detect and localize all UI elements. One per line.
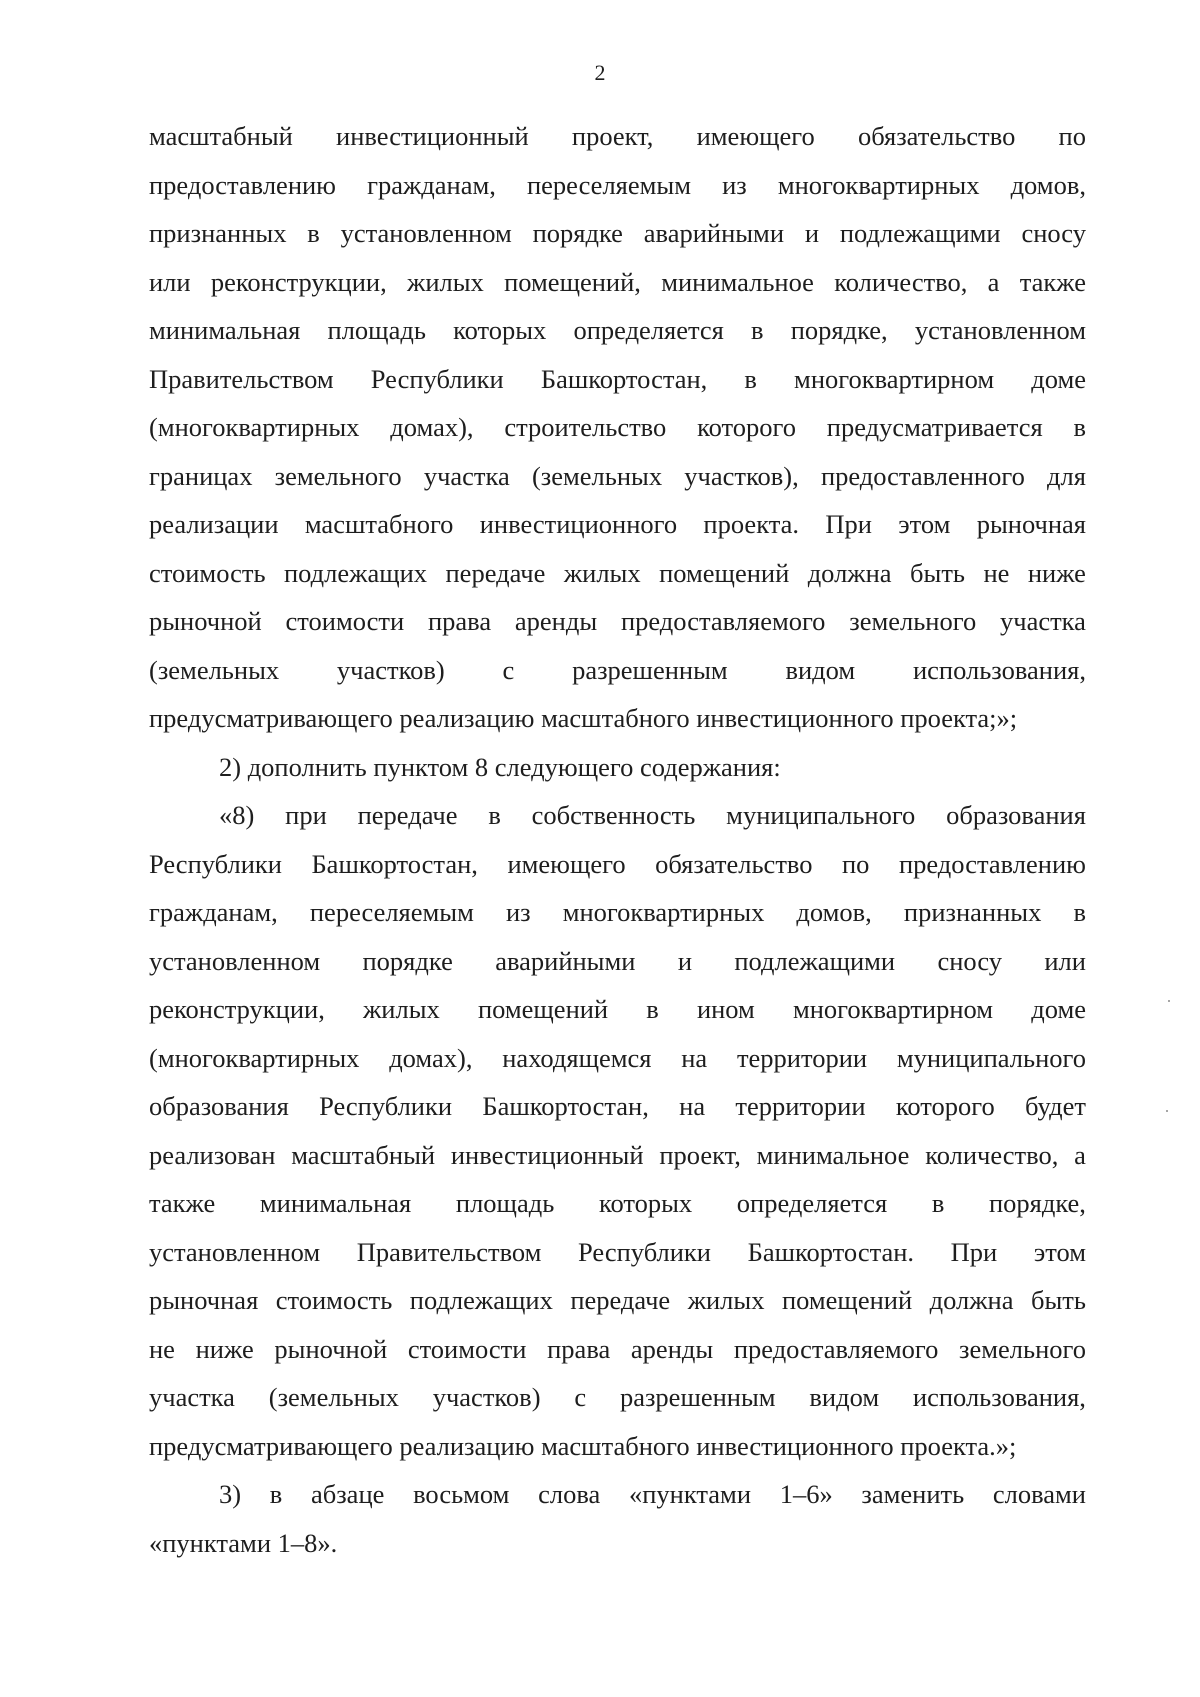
word: также [149, 1188, 216, 1218]
word: переселяемым [526, 169, 691, 200]
word: при [285, 800, 327, 830]
word: в [751, 315, 764, 345]
word: быть [1030, 1285, 1086, 1315]
word: в [744, 363, 757, 394]
word: (многоквартирных [149, 412, 360, 442]
word: образования [946, 800, 1086, 830]
word: проекта. [703, 509, 800, 539]
word: использования, [912, 1382, 1086, 1412]
word: обязательство [655, 848, 813, 879]
word: участка [423, 460, 510, 491]
word: которых [453, 315, 547, 345]
word: доме [1031, 994, 1086, 1024]
word: стоимости [285, 606, 405, 636]
word: рыночная [149, 1285, 259, 1315]
word: (земельных [268, 1382, 399, 1412]
word: инвестиционный [336, 121, 529, 151]
text-line: предусматривающего реализацию масштабного инвестиционного проекта;»; [149, 703, 1018, 733]
word: в [931, 1188, 945, 1218]
word: площадь [455, 1188, 555, 1218]
word: быть [910, 557, 965, 588]
word: предоставляемого [620, 606, 826, 636]
word: признанных [903, 897, 1042, 927]
word: имеющего [696, 121, 815, 151]
word: образования [149, 1091, 289, 1121]
word: аренды [514, 606, 598, 636]
word: передаче [357, 800, 458, 830]
word: многоквартирных [562, 897, 765, 927]
word: слова [538, 1479, 601, 1509]
word: многоквартирном [794, 363, 995, 394]
word: домах), [389, 1042, 473, 1073]
word: стоимости [407, 1333, 527, 1364]
word: предусматривается [826, 412, 1043, 442]
word: При [950, 1236, 998, 1267]
word: переселяемым [309, 897, 474, 927]
word: которого [895, 1091, 995, 1121]
word: видом [785, 654, 856, 685]
word: домах), [390, 412, 474, 442]
word: количество, [925, 1139, 1059, 1170]
text-line [149, 112, 1086, 161]
word: Правительством [356, 1236, 542, 1267]
word: с [574, 1382, 587, 1412]
word: должна [807, 557, 892, 588]
word: предоставленного [820, 460, 1025, 491]
word: масштабного [304, 509, 454, 539]
word: подлежащими [839, 218, 1001, 248]
text-line: предусматривающего реализацию масштабного инвестиционного проекта.»; [149, 1430, 1017, 1461]
text-line: 2) дополнить пунктом 8 следующего содержания: [219, 751, 781, 782]
word: Башкортостан. [747, 1236, 915, 1267]
text-line [149, 209, 1086, 258]
word: из [722, 169, 747, 200]
word: масштабный [149, 121, 293, 151]
word: ином [696, 994, 755, 1024]
word: муниципального [896, 1042, 1086, 1073]
word: муниципального [726, 800, 916, 830]
text-line [149, 1373, 1086, 1422]
word: Республики [370, 363, 504, 394]
word: аварийными [495, 945, 636, 976]
word: подлежащих [284, 557, 428, 588]
word: предоставляемого [733, 1333, 939, 1364]
text-line [149, 1179, 1086, 1228]
word: реконструкции, [210, 266, 387, 297]
word: передаче [570, 1285, 671, 1315]
word: инвестиционный [450, 1139, 644, 1170]
word: Башкортостан, [540, 363, 708, 394]
word: этом [1033, 1236, 1086, 1267]
word: реализации [149, 509, 279, 539]
text-line [149, 1034, 1086, 1083]
word: восьмом [413, 1479, 510, 1509]
word: участков), [684, 460, 799, 491]
word: минимальное [661, 266, 814, 297]
text-line [149, 1470, 1086, 1519]
word: рыночной [274, 1333, 388, 1364]
word: территории [735, 1091, 866, 1121]
word: также [1019, 266, 1086, 297]
word: (многоквартирных [149, 1042, 360, 1073]
word: Республики [319, 1091, 453, 1121]
word: заменить [861, 1479, 965, 1509]
word: помещений, [504, 266, 641, 297]
word: земельного [274, 460, 402, 491]
word: площадь [327, 315, 426, 345]
text-line: «пунктами 1–8». [149, 1527, 338, 1558]
word: гражданам, [149, 897, 278, 927]
word: и [677, 945, 692, 976]
word: на [681, 1042, 708, 1073]
word: минимальная [259, 1188, 412, 1218]
word: «пунктами [629, 1479, 752, 1509]
word: «8) [219, 800, 255, 830]
word: ниже [195, 1333, 254, 1364]
word: находящемся [502, 1042, 652, 1073]
word: абзаце [310, 1479, 385, 1509]
word: по [1058, 121, 1086, 151]
word: участков) [336, 654, 445, 685]
word: Башкортостан, [311, 848, 478, 879]
word: передаче [445, 557, 546, 588]
word: Правительством [149, 363, 334, 394]
word: границах [149, 460, 253, 491]
word: предоставлению [149, 169, 336, 200]
word: на [679, 1091, 706, 1121]
text-line [149, 597, 1086, 646]
word: жилых [363, 994, 440, 1024]
word: проект, [659, 1139, 741, 1170]
word: должна [929, 1285, 1014, 1315]
text-line [149, 403, 1086, 452]
word: сносу [937, 945, 1002, 976]
word: в [1073, 412, 1086, 442]
word: участков) [432, 1382, 541, 1412]
word: домов, [796, 897, 872, 927]
word: порядке, [790, 315, 888, 345]
word: установленном [149, 1236, 321, 1267]
word: признанных [149, 218, 287, 248]
document-body [149, 112, 1086, 1567]
text-line [149, 937, 1086, 986]
word: по [842, 848, 870, 879]
word: будет [1025, 1091, 1086, 1121]
word: инвестиционного [479, 509, 678, 539]
word: земельного [959, 1333, 1086, 1364]
text-line [149, 258, 1086, 307]
text-line [149, 161, 1086, 210]
word: предоставлению [898, 848, 1086, 879]
word: домов, [1010, 169, 1086, 200]
word: гражданам, [367, 169, 496, 200]
word: с [502, 654, 515, 685]
word: определяется [736, 1188, 888, 1218]
word: участка [1000, 606, 1086, 636]
word: реконструкции, [149, 994, 325, 1024]
text-line [149, 355, 1086, 404]
text-line [149, 985, 1086, 1034]
text-line [149, 549, 1086, 598]
word: подлежащими [734, 945, 896, 976]
word: ниже [1027, 557, 1086, 588]
word: порядке [532, 218, 623, 248]
word: аварийными [643, 218, 785, 248]
word: собственность [531, 800, 696, 830]
word: не [149, 1333, 175, 1364]
text-line [149, 452, 1086, 501]
word: в [1073, 897, 1086, 927]
word: стоимость [275, 1285, 393, 1315]
word: помещений [477, 994, 609, 1024]
word: а [987, 266, 1000, 297]
word: для [1047, 460, 1086, 491]
word: установленном [149, 945, 321, 976]
word: в [646, 994, 659, 1024]
word: масштабный [291, 1139, 436, 1170]
word: земельного [849, 606, 977, 636]
word: жилых [563, 557, 641, 588]
word: рыночной [149, 606, 262, 636]
text-line [149, 1276, 1086, 1325]
word: 1–6» [779, 1479, 833, 1509]
word: сносу [1021, 218, 1086, 248]
word: стоимость [149, 557, 266, 588]
word: участка [149, 1382, 235, 1412]
scan-speck [1168, 1000, 1170, 1002]
word: установленном [340, 218, 512, 248]
word: помещений [659, 557, 790, 588]
text-line [149, 1131, 1086, 1180]
word: территории [736, 1042, 868, 1073]
text-line [149, 1228, 1086, 1277]
word: (земельных [149, 654, 280, 685]
word: реализован [149, 1139, 276, 1170]
text-line [149, 791, 1086, 840]
page-number: 2 [594, 60, 606, 85]
word: в [488, 800, 501, 830]
word: аренды [630, 1333, 714, 1364]
word: минимальное [756, 1139, 910, 1170]
text-line [149, 646, 1086, 695]
word: установленном [914, 315, 1086, 345]
word: Башкортостан, [482, 1091, 649, 1121]
word: порядке, [988, 1188, 1086, 1218]
word: не [983, 557, 1010, 588]
word: проект, [571, 121, 654, 151]
word: доме [1031, 363, 1086, 394]
scan-speck [1166, 1110, 1168, 1112]
text-line [149, 1325, 1086, 1374]
word: которого [697, 412, 796, 442]
word: минимальная [149, 315, 301, 345]
word: порядке [362, 945, 453, 976]
word: многоквартирном [792, 994, 994, 1024]
word: строительство [504, 412, 667, 442]
word: права [427, 606, 492, 636]
word: разрешенным [572, 654, 728, 685]
word: жилых [687, 1285, 765, 1315]
word: имеющего [507, 848, 626, 879]
word: видом [809, 1382, 880, 1412]
word: или [149, 266, 191, 297]
text-line [149, 500, 1086, 549]
word: а [1074, 1139, 1086, 1170]
text-line [149, 840, 1086, 889]
word: рыночная [976, 509, 1086, 539]
word: или [1044, 945, 1086, 976]
word: и [804, 218, 820, 248]
word: обязательство [857, 121, 1016, 151]
word: подлежащих [409, 1285, 553, 1315]
word: которых [598, 1188, 693, 1218]
word: помещений [781, 1285, 913, 1315]
word: Республики [149, 848, 282, 879]
word: в [307, 218, 320, 248]
word: использования, [912, 654, 1086, 685]
word: этом [898, 509, 951, 539]
text-line [149, 1082, 1086, 1131]
word: Республики [578, 1236, 711, 1267]
word: разрешенным [619, 1382, 776, 1412]
word: словами [992, 1479, 1086, 1509]
text-line [149, 888, 1086, 937]
word: жилых [407, 266, 484, 297]
word: (земельных [531, 460, 663, 491]
word: права [547, 1333, 611, 1364]
text-line [149, 306, 1086, 355]
word: многоквартирных [777, 169, 980, 200]
word: определяется [573, 315, 724, 345]
word: При [825, 509, 872, 539]
word: из [505, 897, 531, 927]
word: 3) [219, 1479, 242, 1509]
word: в [269, 1479, 283, 1509]
word: количество, [834, 266, 968, 297]
